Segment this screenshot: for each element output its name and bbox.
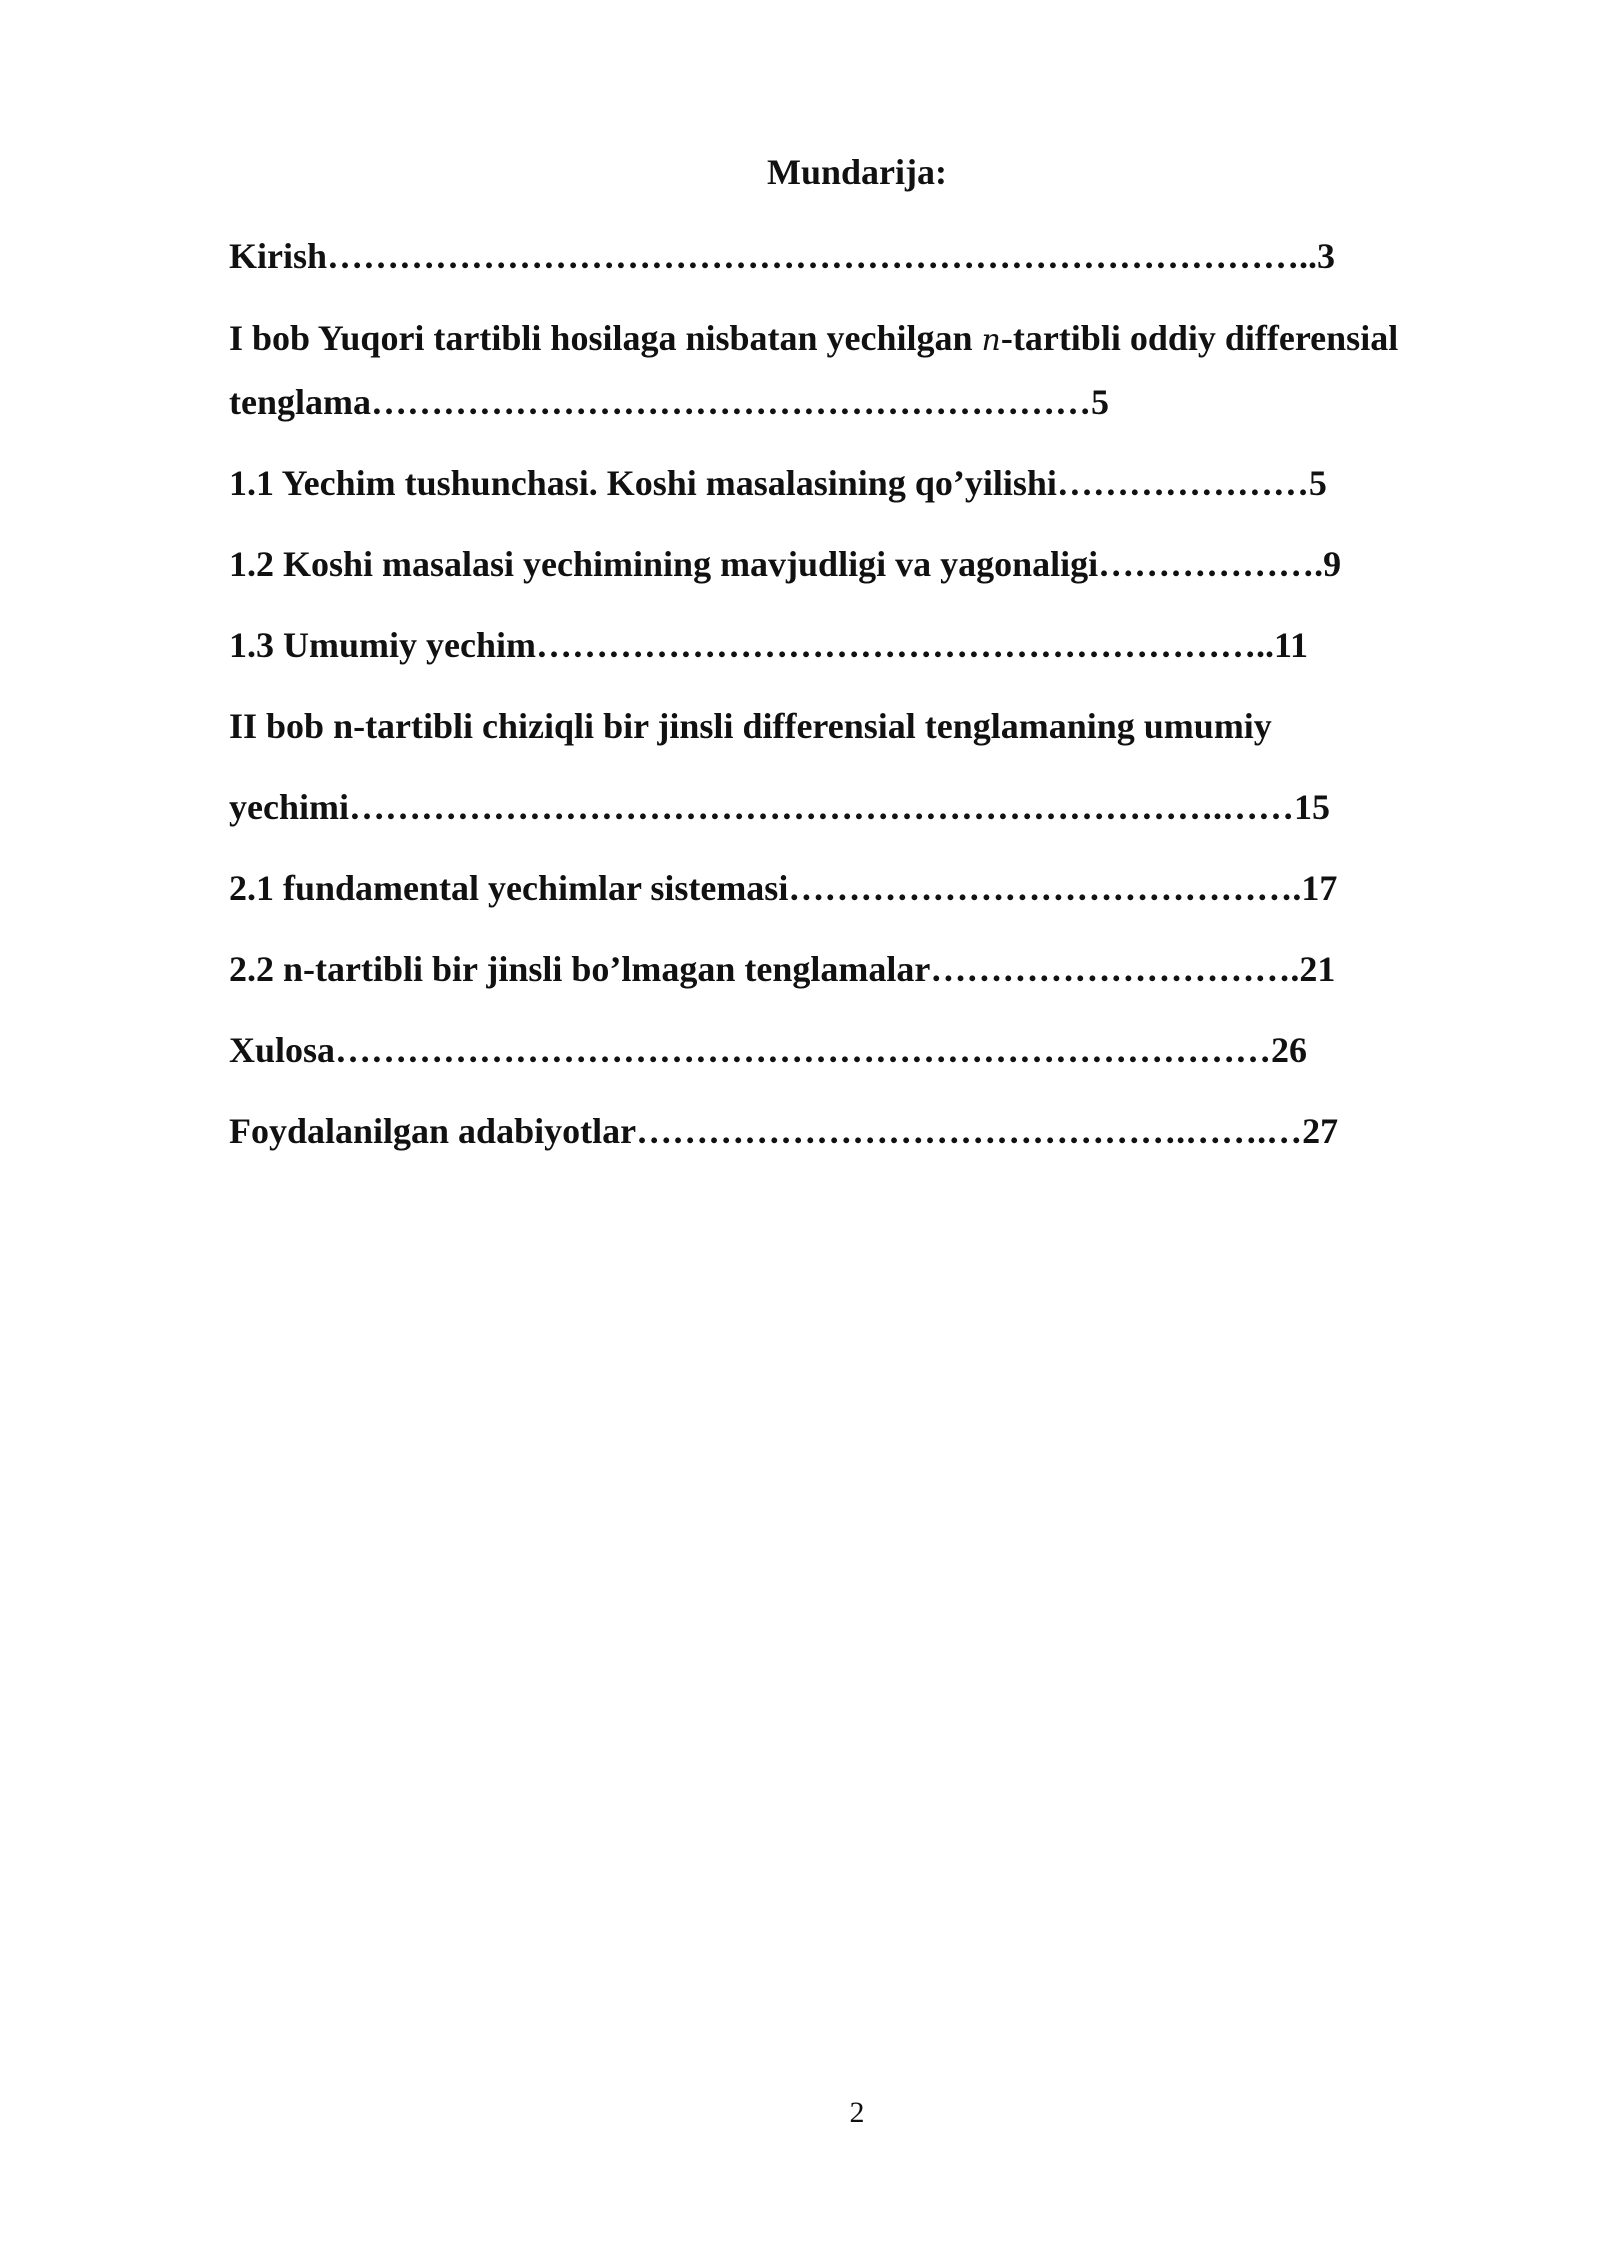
toc-entry-1-2: 1.2 Koshi masalasi yechimining mavjudligi va yagonaligi……………….9 <box>229 544 1342 584</box>
toc-entry-2-2: 2.2 n-tartibli bir jinsli bo’lmagan tenglamalar………………………….21 <box>229 949 1336 989</box>
toc-entry-chapter-1-line-1 <box>229 314 1398 365</box>
toc-entry-2-1: 2.1 fundamental yechimlar sistemasi…………………………………….17 <box>229 868 1338 908</box>
toc-entry-chapter-1-line-2: tenglama……………………………………………………5 <box>229 382 1109 422</box>
toc-entry-adabiyotlar: Foydalanilgan adabiyotlar……………………………………….…….…27 <box>229 1111 1339 1151</box>
toc-entry-chapter-1-text-end: -tartibli oddiy differensial <box>1000 318 1399 358</box>
toc-entry-chapter-2-line-1: II bob n-tartibli chiziqli bir jinsli differensial tenglamaning umumiy <box>229 706 1272 746</box>
toc-entry-chapter-2-line-2: yechimi……………………………………………………………….……15 <box>229 787 1330 827</box>
toc-entry-1-1: 1.1 Yechim tushunchasi. Koshi masalasining qo’yilishi…………………5 <box>229 463 1327 503</box>
toc-entry-xulosa: Xulosa……………………………………………………………………26 <box>229 1030 1308 1070</box>
math-variable-n: n <box>981 323 1001 358</box>
toc-entry-1-3: 1.3 Umumiy yechim……………………………………………………..11 <box>229 625 1308 665</box>
page-number: 2 <box>849 2096 865 2129</box>
toc-entry-chapter-1-text: I bob Yuqori tartibli hosilaga nisbatan yechilgan <box>229 318 982 358</box>
toc-entry-kirish: Kirish………………………………………………………………………..3 <box>229 236 1336 276</box>
page-title: Mundarija: <box>767 152 947 192</box>
